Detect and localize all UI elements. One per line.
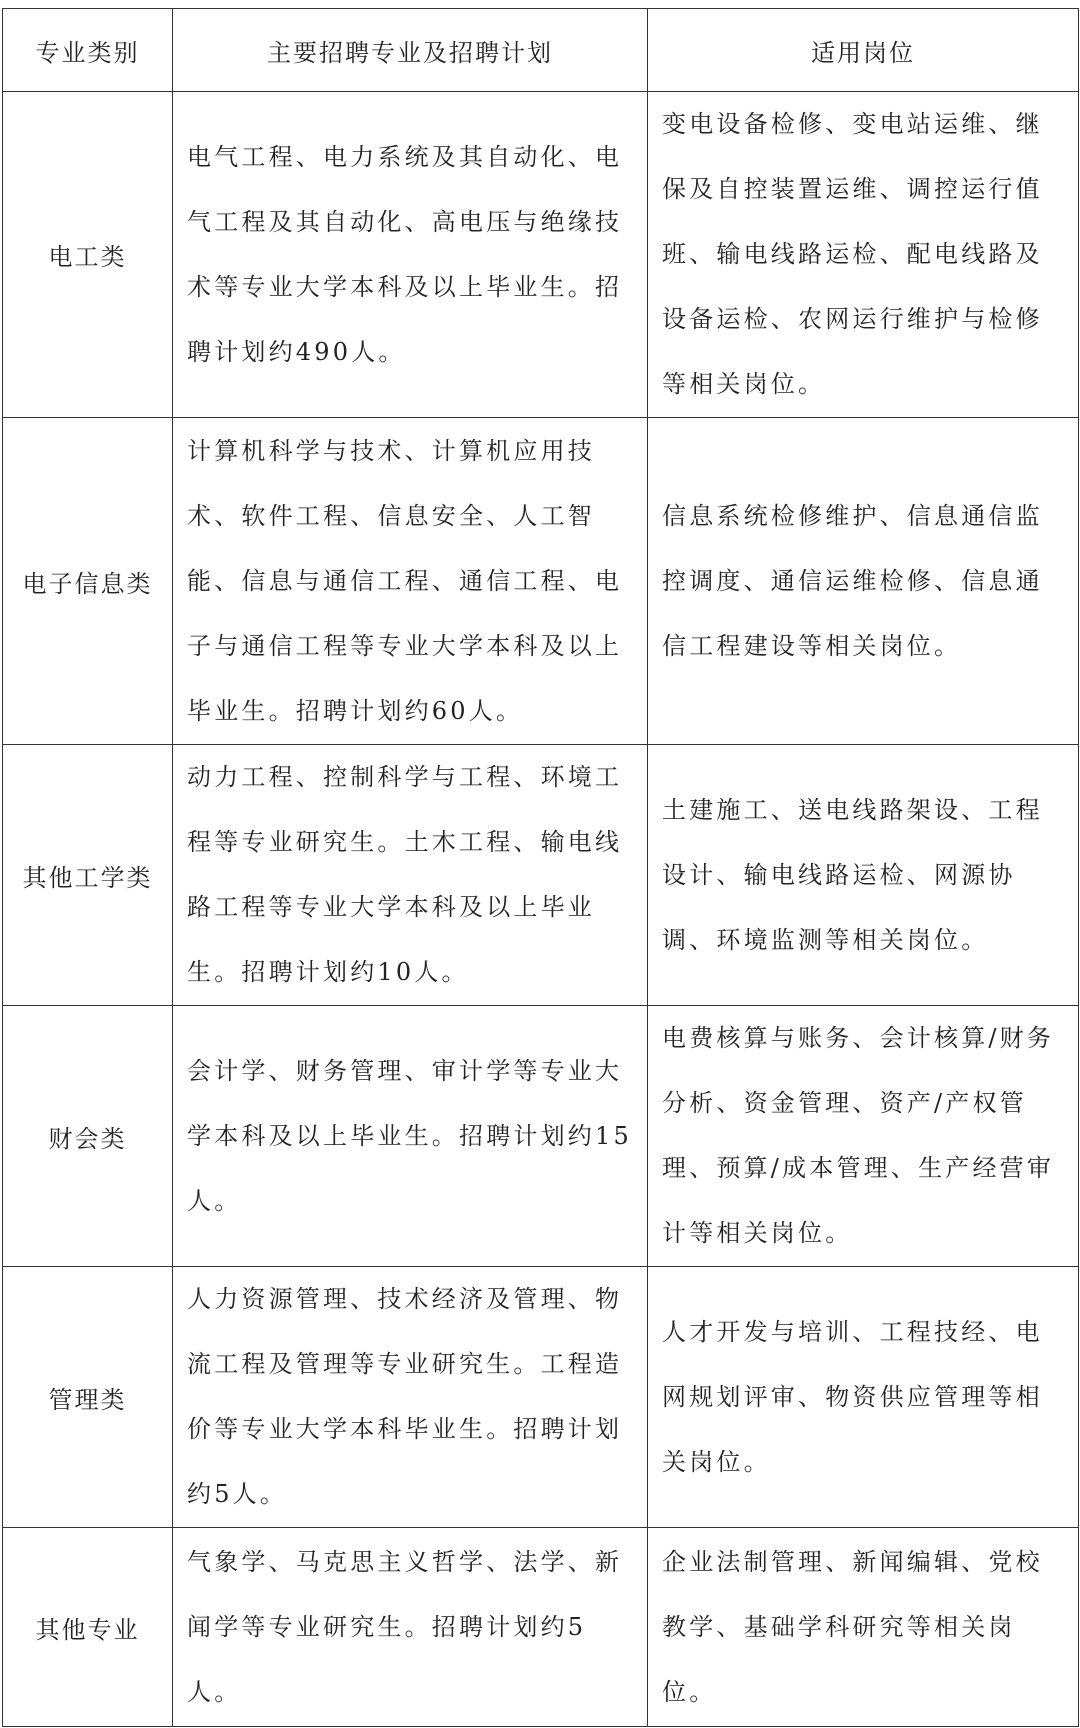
table-row	[3, 92, 1079, 418]
table-row	[3, 1006, 1079, 1267]
positions-cell: 人才开发与培训、工程技经、电网规划评审、物资供应管理等相关岗位。	[648, 1267, 1079, 1528]
header-positions: 适用岗位	[648, 9, 1079, 92]
positions-cell: 企业法制管理、新闻编辑、党校教学、基础学科研究等相关岗位。	[648, 1528, 1079, 1727]
table-header-row	[3, 9, 1079, 92]
category-cell: 财会类	[3, 1006, 173, 1267]
majors-cell: 人力资源管理、技术经济及管理、物流工程及管理等专业研究生。工程造价等专业大学本科毕业生。招聘计划约5人。	[173, 1267, 648, 1528]
positions-cell: 信息系统检修维护、信息通信监控调度、通信运维检修、信息通信工程建设等相关岗位。	[648, 418, 1079, 745]
table-row	[3, 418, 1079, 745]
table-row	[3, 1267, 1079, 1528]
positions-cell: 电费核算与账务、会计核算/财务分析、资金管理、资产/产权管理、预算/成本管理、生产经营审计等相关岗位。	[648, 1006, 1079, 1267]
positions-cell: 土建施工、送电线路架设、工程设计、输电线路运检、网源协调、环境监测等相关岗位。	[648, 745, 1079, 1006]
majors-cell: 气象学、马克思主义哲学、法学、新闻学等专业研究生。招聘计划约5人。	[173, 1528, 648, 1727]
category-cell: 电工类	[3, 92, 173, 418]
majors-cell: 电气工程、电力系统及其自动化、电气工程及其自动化、高电压与绝缘技术等专业大学本科及以上毕业生。招聘计划约490人。	[173, 92, 648, 418]
majors-cell: 会计学、财务管理、审计学等专业大学本科及以上毕业生。招聘计划约15人。	[173, 1006, 648, 1267]
recruitment-table	[2, 8, 1079, 1727]
category-cell: 管理类	[3, 1267, 173, 1528]
category-cell: 其他专业	[3, 1528, 173, 1727]
positions-cell: 变电设备检修、变电站运维、继保及自控装置运维、调控运行值班、输电线路运检、配电线路及设备运检、农网运行维护与检修等相关岗位。	[648, 92, 1079, 418]
header-majors: 主要招聘专业及招聘计划	[173, 9, 648, 92]
majors-cell: 计算机科学与技术、计算机应用技术、软件工程、信息安全、人工智能、信息与通信工程、通信工程、电子与通信工程等专业大学本科及以上毕业生。招聘计划约60人。	[173, 418, 648, 745]
category-cell: 其他工学类	[3, 745, 173, 1006]
table-row	[3, 1528, 1079, 1727]
table-row	[3, 745, 1079, 1006]
majors-cell: 动力工程、控制科学与工程、环境工程等专业研究生。土木工程、输电线路工程等专业大学本科及以上毕业生。招聘计划约10人。	[173, 745, 648, 1006]
category-cell: 电子信息类	[3, 418, 173, 745]
header-category: 专业类别	[3, 9, 173, 92]
